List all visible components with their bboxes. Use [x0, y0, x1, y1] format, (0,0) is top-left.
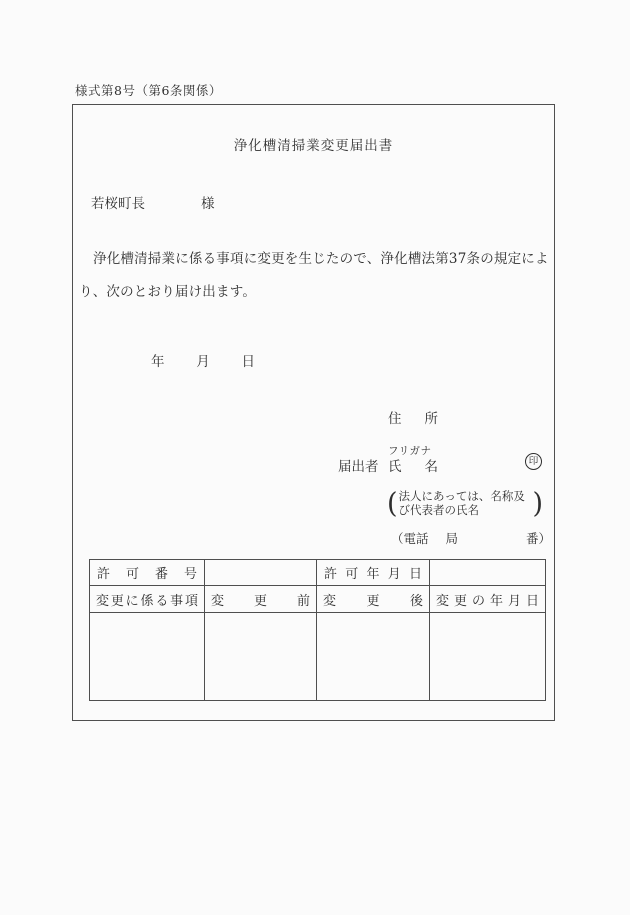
phone-label-open: （電話 — [391, 531, 429, 546]
bracket-close: ) — [532, 487, 544, 520]
change-item-header: 変更に係る事項 — [90, 586, 205, 613]
phone-exchange-label: 局 — [445, 531, 459, 546]
change-entry-row — [90, 613, 546, 701]
after-change-entry-cell — [317, 613, 430, 701]
date-line — [151, 350, 255, 370]
addressee-line — [91, 192, 215, 212]
corporate-note — [387, 487, 544, 520]
form-border-box — [72, 104, 555, 721]
year-label: 年 — [151, 354, 165, 370]
phone-number-label: 番） — [526, 531, 552, 546]
form-title: 浄化槽清掃業変更届出書 — [233, 138, 394, 154]
name-label: 氏 名 — [388, 459, 438, 475]
addressee-honorific: 様 — [201, 196, 215, 212]
day-label: 日 — [241, 354, 255, 370]
bracket-open: ( — [387, 487, 398, 520]
phone-line — [391, 529, 551, 547]
before-change-entry-cell — [205, 613, 317, 701]
change-date-entry-cell — [430, 613, 546, 701]
seal-icon — [525, 453, 542, 470]
furigana-label: フリガナ — [388, 445, 432, 457]
before-change-header: 変更前 — [205, 586, 317, 613]
permit-number-label: 許可番号 — [90, 560, 205, 586]
permit-row — [90, 560, 546, 586]
permit-date-value-cell — [430, 560, 546, 586]
address-label: 住 所 — [388, 411, 438, 427]
form-number: 様式第8号（第6条関係） — [75, 83, 222, 98]
month-label: 月 — [196, 354, 210, 370]
change-item-entry-cell — [90, 613, 205, 701]
change-date-header: 変更の年月日 — [430, 586, 546, 613]
permit-date-label: 許可年月日 — [317, 560, 430, 586]
change-header-row — [90, 586, 546, 613]
seal-character: 印 — [528, 455, 539, 467]
after-change-header: 変更後 — [317, 586, 430, 613]
corporate-note-text: 法人にあっては、名称及び代表者の氏名 — [398, 489, 525, 517]
permit-number-value-cell — [205, 560, 317, 586]
declarant-label: 届出者 — [338, 459, 379, 475]
body-paragraph: 浄化槽清掃業に係る事項に変更を生じたので、浄化槽法第37条の規定により、次のとおり届け出ます。 — [79, 251, 549, 300]
addressee-name: 若桜町長 — [91, 196, 145, 212]
change-table — [89, 559, 546, 701]
